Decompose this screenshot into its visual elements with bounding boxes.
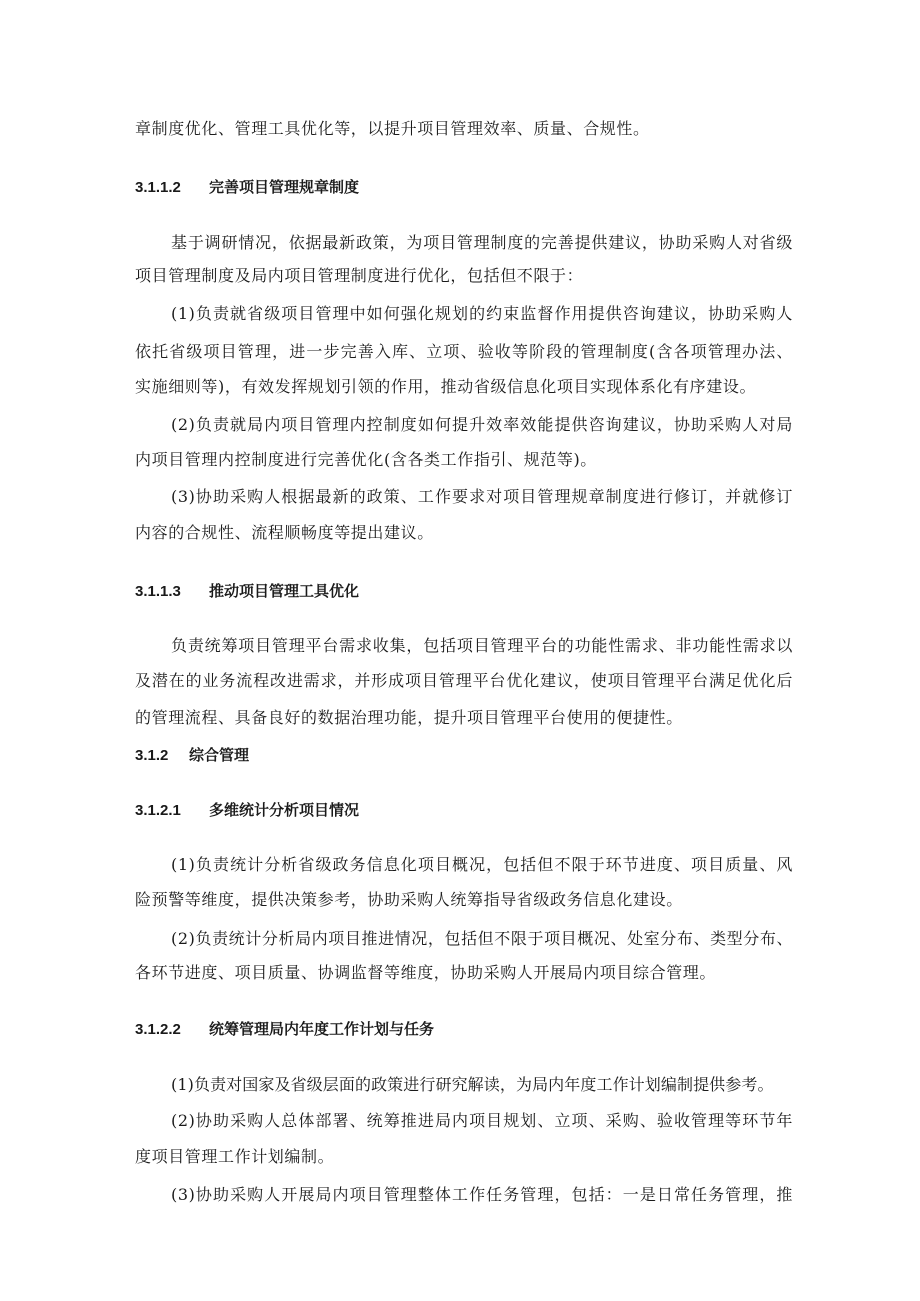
section-title: 完善项目管理规章制度 (209, 178, 360, 196)
section-title: 综合管理 (189, 746, 250, 764)
paragraph-line: 的管理流程、具备良好的数据治理功能，提升项目管理平台使用的便捷性。 (135, 708, 683, 727)
section-heading-3-1-2-1 (135, 799, 359, 822)
paragraph-line: 及潜在的业务流程改进需求，并形成项目管理平台优化建议，使项目管理平台满足优化后 (135, 671, 793, 690)
section-number: 3.1.1.2 (135, 179, 181, 196)
list-item-line: (1)负责对国家及省级层面的政策进行研究解读，为局内年度工作计划编制提供参考。 (171, 1075, 774, 1094)
list-item-line: (2)负责就局内项目管理内控制度如何提升效率效能提供咨询建议，协助采购人对局 (171, 415, 793, 434)
section-number: 3.1.2.1 (135, 802, 181, 819)
section-title: 多维统计分析项目情况 (209, 801, 360, 819)
section-title: 统筹管理局内年度工作计划与任务 (209, 1020, 435, 1038)
section-heading-3-1-1-2 (135, 176, 359, 199)
paragraph-line: 章制度优化、管理工具优化等，以提升项目管理效率、质量、合规性。 (135, 119, 650, 138)
list-item-line: (1)负责统计分析省级政务信息化项目概况，包括但不限于环节进度、项目质量、风 (171, 855, 793, 874)
paragraph-line: 负责统筹项目管理平台需求收集，包括项目管理平台的功能性需求、非功能性需求以 (171, 636, 793, 655)
list-item-line: 险预警等维度，提供决策参考，协助采购人统筹指导省级政务信息化建设。 (135, 890, 683, 909)
section-heading-3-1-1-3 (135, 580, 359, 603)
list-item-line: (1)负责就省级项目管理中如何强化规划的约束监督作用提供咨询建议，协助采购人 (171, 304, 793, 323)
paragraph-line: 项目管理制度及局内项目管理制度进行优化，包括但不限于： (135, 266, 584, 285)
list-item-line: (2)负责统计分析局内项目推进情况，包括但不限于项目概况、处室分布、类型分布、 (171, 929, 794, 948)
section-heading-3-1-2 (135, 744, 249, 767)
list-item-line: 各环节进度、项目质量、协调监督等维度，协助采购人开展局内项目综合管理。 (135, 963, 717, 982)
section-number: 3.1.2.2 (135, 1021, 181, 1038)
list-item-line: (3)协助采购人根据最新的政策、工作要求对项目管理规章制度进行修订，并就修订 (171, 487, 793, 506)
list-item-line: (2)协助采购人总体部署、统筹推进局内项目规划、立项、采购、验收管理等环节年 (171, 1111, 793, 1130)
section-number: 3.1.2 (135, 747, 169, 764)
list-item-line: 内项目管理内控制度进行完善优化(含各类工作指引、规范等)。 (135, 450, 597, 469)
list-item-line: 度项目管理工作计划编制。 (135, 1147, 335, 1166)
list-item-line: 依托省级项目管理，进一步完善入库、立项、验收等阶段的管理制度(含各项管理办法、 (135, 342, 793, 361)
section-number: 3.1.1.3 (135, 583, 181, 600)
paragraph-line: 基于调研情况，依据最新政策，为项目管理制度的完善提供建议，协助采购人对省级 (171, 233, 793, 252)
list-item-line: 实施细则等)，有效发挥规划引领的作用，推动省级信息化项目实现体系化有序建设。 (135, 377, 757, 396)
list-item-line: (3)协助采购人开展局内项目管理整体工作任务管理，包括：一是日常任务管理，推 (171, 1185, 793, 1204)
section-heading-3-1-2-2 (135, 1018, 434, 1041)
section-title: 推动项目管理工具优化 (209, 582, 360, 600)
list-item-line: 内容的合规性、流程顺畅度等提出建议。 (135, 523, 434, 542)
